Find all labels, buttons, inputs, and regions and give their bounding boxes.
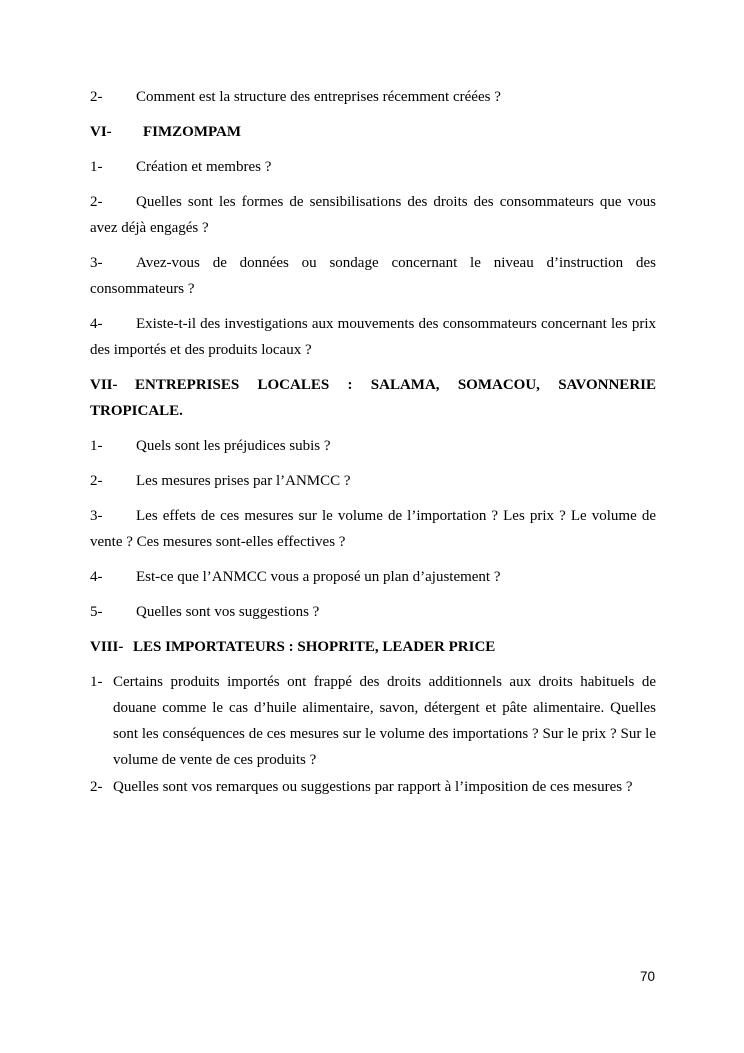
section-number: VI- <box>90 124 112 140</box>
document-body <box>90 84 656 801</box>
question-item <box>90 774 656 800</box>
question-item <box>90 503 656 555</box>
item-text: Quelles sont les formes de sensibilisations des droits des consommateurs que vous avez déjà engagés ? <box>90 194 656 236</box>
item-text: Est-ce que l’ANMCC vous a proposé un plan d’ajustement ? <box>136 569 501 585</box>
item-text: Quelles sont vos suggestions ? <box>136 604 320 620</box>
item-text: Quelles sont vos remarques ou suggestions par rapport à l’imposition de ces mesures ? <box>113 779 633 795</box>
item-text: Les effets de ces mesures sur le volume de l’importation ? Les prix ? Le volume de vente ? Ces mesures sont-elles effectives ? <box>90 508 656 550</box>
item-number: 4- <box>90 569 103 585</box>
item-number: 2- <box>90 194 103 210</box>
item-number: 2- <box>90 473 103 489</box>
question-item <box>90 468 656 494</box>
question-item <box>90 669 656 773</box>
item-number: 1- <box>90 159 103 175</box>
section-title: ENTREPRISES LOCALES : SALAMA, SOMACOU, SAVONNERIE TROPICALE. <box>90 377 656 419</box>
item-text: Comment est la structure des entreprises récemment créées ? <box>136 89 501 105</box>
page-number: 70 <box>640 969 656 984</box>
item-text: Création et membres ? <box>136 159 272 175</box>
section-heading-vi <box>90 119 656 145</box>
item-text: Existe-t-il des investigations aux mouvements des consommateurs concernant les prix des importés et des produits locaux ? <box>90 316 656 358</box>
section-heading-viii <box>90 634 656 660</box>
item-text: Avez-vous de données ou sondage concernant le niveau d’instruction des consommateurs ? <box>90 255 656 297</box>
section-number: VIII- <box>90 639 124 655</box>
item-text: Quels sont les préjudices subis ? <box>136 438 331 454</box>
item-number: 2- <box>90 89 103 105</box>
item-text: Les mesures prises par l’ANMCC ? <box>136 473 351 489</box>
question-item <box>90 433 656 459</box>
item-number: 3- <box>90 255 103 271</box>
section-title: LES IMPORTATEURS : SHOPRITE, LEADER PRICE <box>133 639 496 655</box>
item-number: 1- <box>90 674 103 690</box>
section-title: FIMZOMPAM <box>143 124 242 140</box>
item-number: 2- <box>90 779 103 795</box>
question-item <box>90 154 656 180</box>
question-item <box>90 84 656 110</box>
question-item <box>90 311 656 363</box>
item-number: 4- <box>90 316 103 332</box>
item-text: Certains produits importés ont frappé des droits additionnels aux droits habituels de douane comme le cas d’huile alimentaire, savon, détergent et pâte alimentaire. Quelles sont les conséquences de ces mesures sur le volume des importations ? Sur le prix ? Sur le volume de vente de ces produits ? <box>113 674 656 768</box>
section-heading-vii <box>90 372 656 424</box>
item-number: 3- <box>90 508 103 524</box>
item-number: 5- <box>90 604 103 620</box>
section-number: VII- <box>90 377 118 393</box>
question-item <box>90 564 656 590</box>
item-number: 1- <box>90 438 103 454</box>
question-item <box>90 250 656 302</box>
question-item <box>90 189 656 241</box>
question-item <box>90 599 656 625</box>
